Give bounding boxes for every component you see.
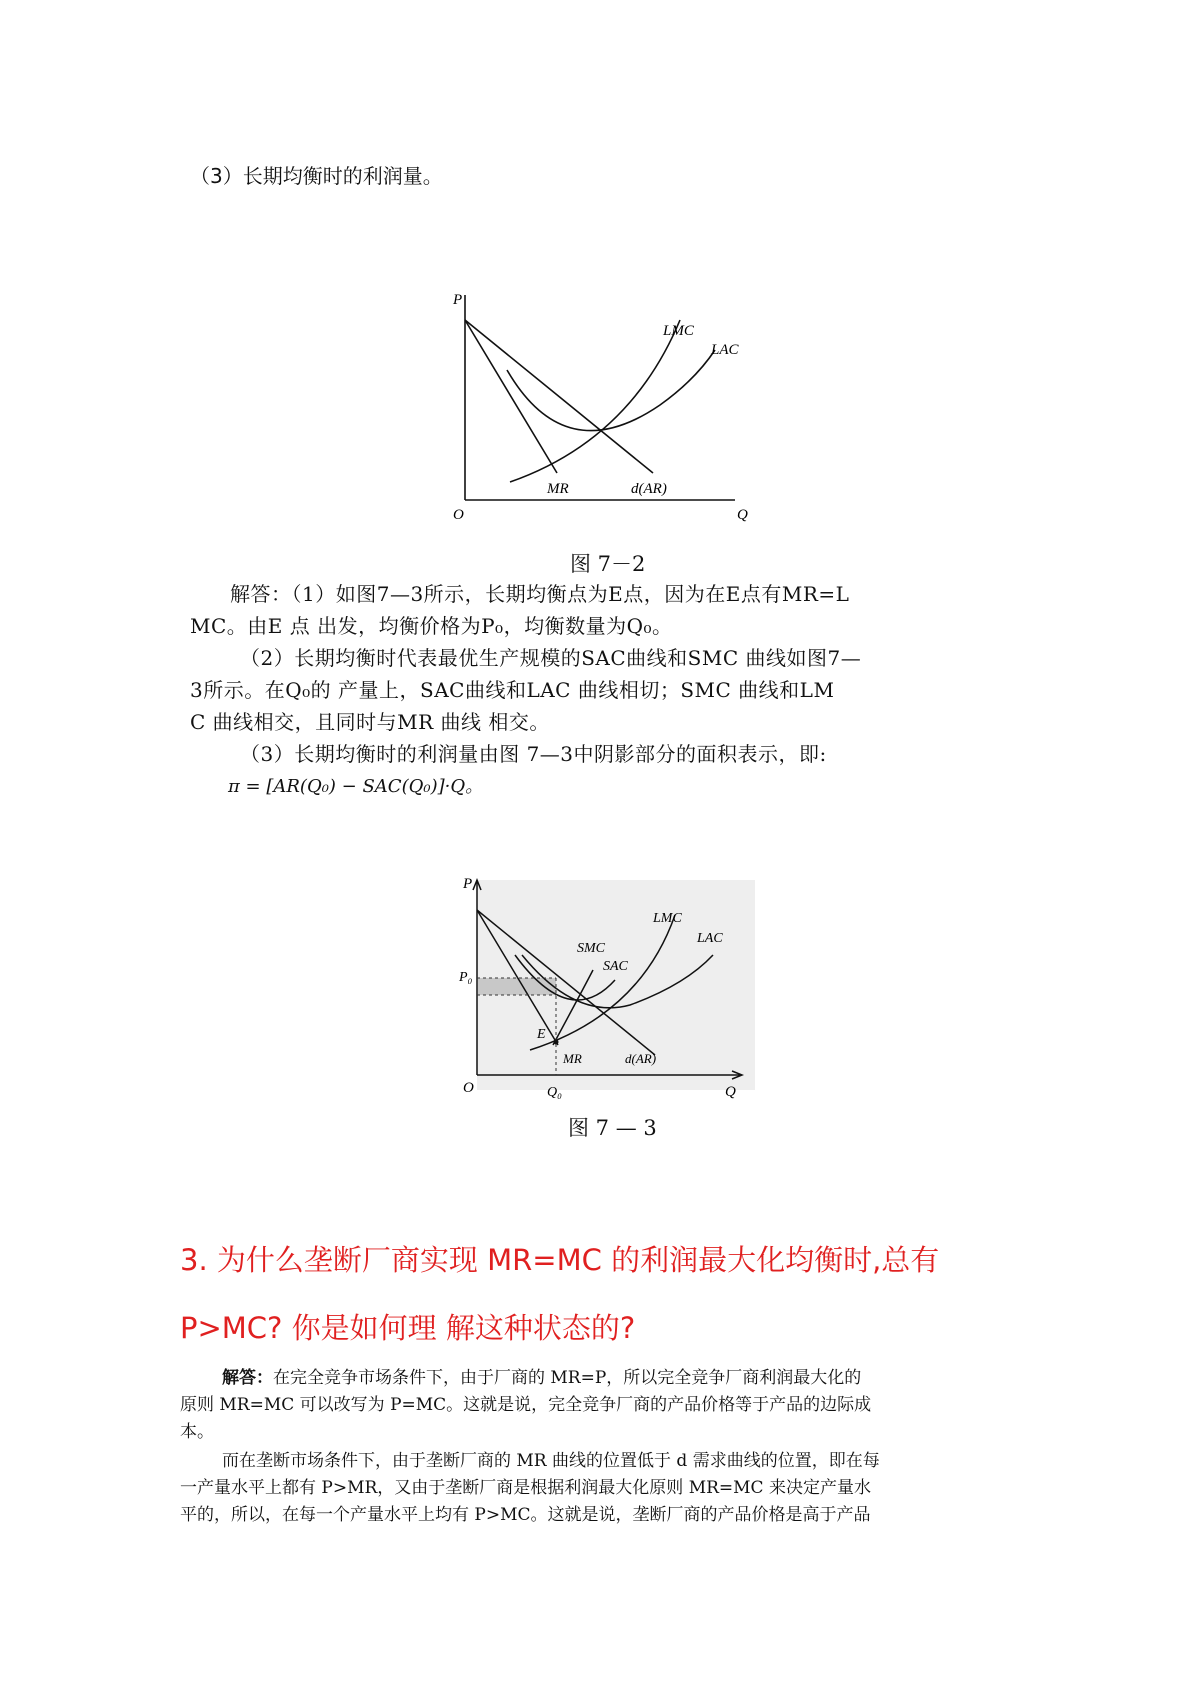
figure-7-3 <box>455 870 755 1100</box>
origin-label: O <box>463 1080 474 1096</box>
smc-label: SMC <box>577 941 605 956</box>
answer3-line5: 一产量水平上都有 P>MR，又由于垄断厂商是根据利润最大化原则 MR=MC 来决定产量水 <box>180 1478 871 1498</box>
lmc-label: LMC <box>663 323 694 339</box>
answer1-line6: （3）长期均衡时的利润量由图 7—3中阴影部分的面积表示，即: <box>240 742 827 766</box>
demand-curve <box>465 320 653 473</box>
answer3-line2: 原则 MR=MC 可以改写为 P=MC。这就是说，完全竞争厂商的产品价格等于产品的边际成 <box>180 1395 872 1415</box>
p-axis-label: P <box>453 292 463 308</box>
figure-7-3-caption: 图 7 — 3 <box>568 1116 657 1140</box>
question-3-line1: 3. 为什么垄断厂商实现 MR=MC 的利润最大化均衡时,总有 <box>180 1243 940 1277</box>
answer3-line6: 平的，所以，在每一个产量水平上均有 P>MC。这就是说，垄断厂商的产品价格是高于产品 <box>180 1505 871 1525</box>
profit-formula: π = [AR(Q₀) − SAC(Q₀)]·Q。 <box>228 776 484 797</box>
e-label: E <box>537 1027 546 1042</box>
answer3-line1-text: 在完全竞争市场条件下，由于厂商的 MR=P，所以完全竞争厂商利润最大化的 <box>273 1368 862 1388</box>
answer3-line4: 而在垄断市场条件下，由于垄断厂商的 MR 曲线的位置低于 d 需求曲线的位置，即在每 <box>222 1451 880 1471</box>
answer3-line3: 本。 <box>180 1422 214 1442</box>
lac-curve <box>507 350 715 431</box>
answer3-label: 解答： <box>222 1368 273 1388</box>
lmc-curve <box>510 320 680 482</box>
mr-curve <box>465 320 557 473</box>
p-axis-label: P <box>463 876 473 892</box>
mr-label: MR <box>563 1051 582 1066</box>
figure-7-2-caption: 图 7－2 <box>570 552 646 576</box>
p0-label: P₀ <box>459 970 473 985</box>
question-3-line2: P>MC? 你是如何理 解这种状态的? <box>180 1311 636 1345</box>
answer1-line3: （2）长期均衡时代表最优生产规模的SAC曲线和SMC 曲线如图7— <box>240 646 862 670</box>
q-axis-label: Q <box>725 1084 736 1100</box>
figure-7-2 <box>435 290 765 525</box>
mr-label: MR <box>547 481 569 497</box>
answer1-line2: MC。由E 点 出发，均衡价格为P₀，均衡数量为Q₀。 <box>190 614 673 638</box>
section-heading: （3）长期均衡时的利润量。 <box>190 164 443 188</box>
equilibrium-point <box>554 1040 559 1045</box>
dar-label: d(AR) <box>625 1051 657 1066</box>
answer1-line5: C 曲线相交，且同时与MR 曲线 相交。 <box>190 710 550 734</box>
q0-label: Q₀ <box>547 1085 562 1100</box>
lac-label: LAC <box>697 931 723 946</box>
answer1-line4: 3所示。在Q₀的 产量上，SAC曲线和LAC 曲线相切；SMC 曲线和LM <box>190 678 835 702</box>
dar-label: d(AR) <box>631 481 667 497</box>
answer3-line1 <box>222 1365 861 1392</box>
q-axis-label: Q <box>737 507 748 523</box>
origin-label: O <box>453 507 464 523</box>
sac-label: SAC <box>603 959 628 974</box>
lac-label: LAC <box>711 342 739 358</box>
lmc-label: LMC <box>653 911 682 926</box>
answer1-line1: 解答：（1）如图7—3所示，长期均衡点为E点，因为在E点有MR=L <box>230 582 850 606</box>
